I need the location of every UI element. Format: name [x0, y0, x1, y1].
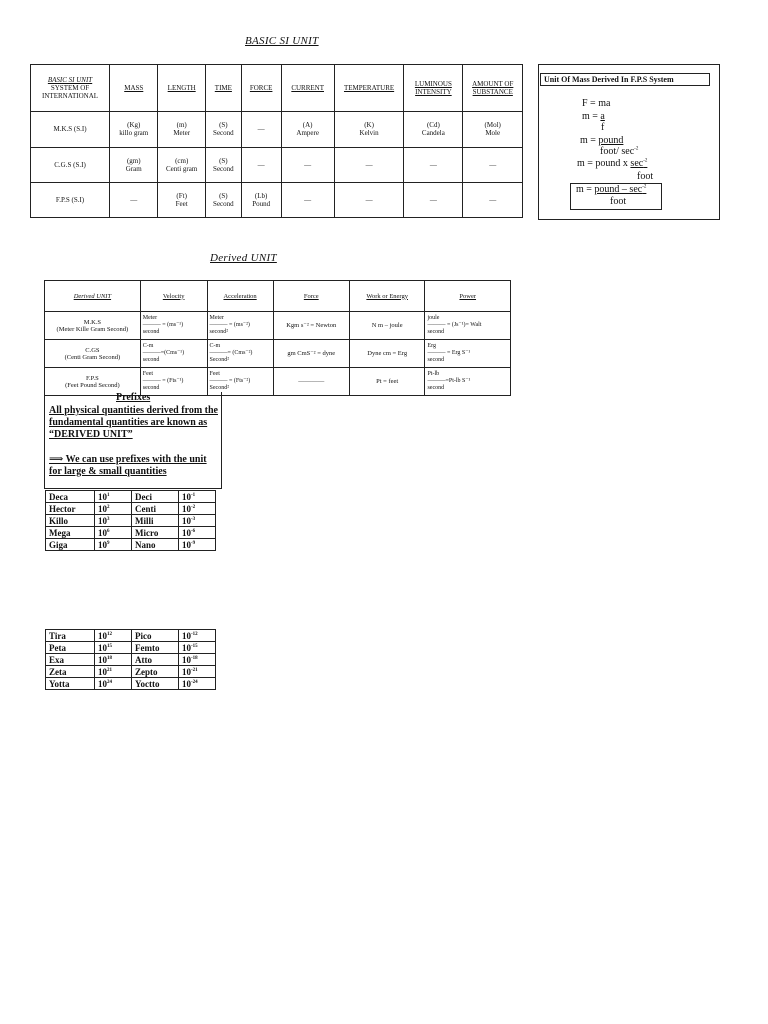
cell-unit-name: Second [213, 129, 234, 138]
prefix-name: Femto [132, 642, 179, 654]
cell-text: Feet [209, 371, 220, 377]
prefix-name: Mega [46, 527, 95, 539]
table-cell [158, 112, 205, 147]
basic-si-table [30, 64, 523, 218]
prefix-name: Centi [132, 503, 179, 515]
cell-text: second [427, 357, 445, 363]
table-cell [404, 182, 463, 217]
table-cell [241, 112, 281, 147]
force-cell [273, 340, 349, 368]
prefix-name: Zepto [132, 666, 179, 678]
prefix-row [46, 515, 216, 527]
prefix-name: Deci [132, 491, 179, 503]
cell-symbol: (cm) [175, 156, 189, 165]
prefix-row [46, 654, 216, 666]
cell-symbol: (Mol) [484, 121, 501, 130]
table-cell [404, 112, 463, 147]
cell-text: Second² [209, 357, 230, 363]
cell-text: second [142, 385, 160, 391]
row-label: M.K.S (S.I) [31, 112, 110, 147]
prefix-power: $10^{12}$ [95, 630, 132, 642]
system-header-line3: INTERNATIONAL [42, 92, 99, 101]
cell-text: ——— = (ms⁻¹) [142, 322, 184, 328]
cell-symbol: — [304, 160, 312, 169]
cell-text: Meter [209, 315, 224, 321]
prefix-row [46, 503, 216, 515]
cell-text: (Meter Kille Gram Second) [56, 325, 129, 333]
cell-symbol: (gm) [126, 156, 141, 165]
prefix-row [46, 491, 216, 503]
table-cell [241, 182, 281, 217]
cell-symbol: — [365, 195, 373, 204]
cell-symbol: (m) [176, 121, 187, 130]
cell-text: joule [427, 315, 440, 321]
cell-symbol: — [489, 160, 497, 169]
cell-symbol: (Kg) [127, 121, 141, 130]
prefix-name: Giga [46, 539, 95, 551]
cell-symbol: — [489, 195, 497, 204]
cell-text: gm CmS⁻² = dyne [287, 350, 336, 357]
table-cell [110, 112, 158, 147]
cell-symbol: — [257, 125, 265, 134]
table-cell [334, 112, 403, 147]
cell-text: second [427, 385, 445, 391]
prefix-power: $10^2$ [95, 503, 132, 515]
power-cell [425, 312, 511, 340]
cell-text: (Feet Pound Second) [65, 381, 120, 389]
cell-symbol: (K) [364, 121, 374, 130]
mass-eq-4: m = pound x $\sec^{-2}$ [577, 158, 648, 169]
cell-text: N m – joule [371, 322, 403, 329]
prefix-table-2 [45, 629, 216, 690]
mass-eq-5-den: foot [610, 196, 627, 207]
cell-symbol: — [429, 195, 437, 204]
prefix-name: Zeta [46, 666, 95, 678]
cell-text: C-m [142, 343, 154, 349]
prefix-name: Hector [46, 503, 95, 515]
table-cell [463, 182, 523, 217]
prefix-name: Atto [132, 654, 179, 666]
system-header-cell [31, 65, 110, 112]
derived-header: Force [273, 281, 349, 312]
derived-header: Acceleration [207, 281, 273, 312]
cell-symbol: (S) [219, 191, 228, 200]
prefix-row [46, 666, 216, 678]
prefix-name: Nano [132, 539, 179, 551]
work-cell [349, 368, 425, 396]
prefix-power: $10^{-21}$ [179, 666, 216, 678]
cell-unit-name: Mole [485, 129, 501, 138]
table-cell [281, 182, 334, 217]
cell-unit-name: Meter [173, 129, 191, 138]
col-header: TEMPERATURE [334, 65, 403, 112]
cell-symbol: (S) [219, 121, 228, 130]
cell-text: M.K.S [83, 318, 102, 326]
cell-symbol: (Lb) [254, 191, 268, 200]
cell-symbol: — [257, 160, 265, 169]
system-header-line1: BASIC SI UNIT [47, 76, 93, 85]
velocity-cell [140, 312, 207, 340]
cell-symbol: (Cd) [426, 121, 440, 130]
cell-text: Pt = feet [376, 378, 399, 385]
cell-text: ———=(Cms⁻¹) [142, 350, 185, 356]
prefix-power: $10^{15}$ [95, 642, 132, 654]
acceleration-cell [207, 312, 273, 340]
mass-eq-5: m = pound – $\sec^{-2}$ [576, 184, 647, 195]
work-cell [349, 312, 425, 340]
prefix-power: $10^3$ [95, 515, 132, 527]
prefix-power: $10^{-3}$ [179, 515, 216, 527]
prefix-name: Peta [46, 642, 95, 654]
col-header: LUMINOUS INTENSITY [404, 65, 463, 112]
prefix-row [46, 630, 216, 642]
mass-eq-3-den: foot/ $\sec^{-2}$ [600, 146, 639, 157]
table-cell [334, 147, 403, 182]
prefix-power: $10^9$ [95, 539, 132, 551]
system-label [45, 340, 141, 368]
cell-text: Meter [142, 315, 158, 321]
cell-text: ———=Pt-lb S⁻¹ [427, 378, 471, 384]
col-header: AMOUNT OF SUBSTANCE [463, 65, 523, 112]
table-row [31, 147, 523, 182]
cell-text: Pt-lb [427, 371, 440, 377]
acceleration-cell [207, 340, 273, 368]
cell-symbol: (Ft) [176, 191, 187, 200]
power-cell [425, 340, 511, 368]
prefix-power: $10^{-1}$ [179, 491, 216, 503]
table-cell [241, 147, 281, 182]
derived-unit-table [44, 280, 511, 396]
cell-text: ——— = Erg S⁻¹ [427, 350, 471, 356]
prefix-power: $10^{-9}$ [179, 539, 216, 551]
col-header: TIME [205, 65, 241, 112]
prefix-name: Milli [132, 515, 179, 527]
table-cell [334, 182, 403, 217]
cell-text: F.P.S [85, 374, 99, 382]
derived-header: Work or Energy [349, 281, 425, 312]
mass-eq-1: F = ma [582, 98, 611, 109]
prefix-name: Deca [46, 491, 95, 503]
prefix-name: Micro [132, 527, 179, 539]
power-cell [425, 368, 511, 396]
table-cell [463, 112, 523, 147]
cell-text: Second² [209, 385, 230, 391]
cell-symbol: — [365, 160, 373, 169]
prefix-power: $10^{24}$ [95, 678, 132, 690]
prefix-power: $10^1$ [95, 491, 132, 503]
system-header-line2: SYSTEM OF [50, 84, 90, 93]
mass-eq-3: m = pound [580, 135, 624, 146]
cell-text: Erg [427, 343, 437, 349]
work-cell [349, 340, 425, 368]
table-cell [404, 147, 463, 182]
cell-text: (Centi Gram Second) [64, 353, 121, 361]
cell-text: ———= (Cms⁻²) [209, 350, 253, 356]
prefix-name: Yoctto [132, 678, 179, 690]
force-cell [273, 368, 349, 396]
prefix-name: Tira [46, 630, 95, 642]
mass-box-title: Unit Of Mass Derived In F.P.S System [540, 73, 710, 86]
col-header: CURRENT [281, 65, 334, 112]
row-label: F.P.S (S.I) [31, 182, 110, 217]
prefix-power: $10^{18}$ [95, 654, 132, 666]
derived-header: Power [425, 281, 511, 312]
prefix-power: $10^{21}$ [95, 666, 132, 678]
cell-unit-name: Second [213, 164, 234, 173]
prefix-name: Yotta [46, 678, 95, 690]
prefixes-paragraph-2: ⟹ We can use prefixes with the unit for large & small quantities [49, 454, 207, 477]
table-cell [110, 182, 158, 217]
row-label: C.G.S (S.I) [31, 147, 110, 182]
cell-text: second [142, 329, 160, 335]
basic-si-title: BASIC SI UNIT [245, 35, 319, 47]
table-cell [205, 182, 241, 217]
cell-unit-name: Kelvin [359, 129, 379, 138]
cell-unit-name: Gram [125, 164, 142, 173]
prefix-power: $10^{-24}$ [179, 678, 216, 690]
prefix-row [46, 527, 216, 539]
derived-header: Velocity [140, 281, 207, 312]
cell-unit-name: Pound [252, 199, 271, 208]
cell-unit-name: killo gram [119, 129, 149, 138]
table-row [31, 112, 523, 147]
table-row [45, 312, 511, 340]
table-cell [281, 112, 334, 147]
cell-unit-name: Feet [175, 199, 188, 208]
cell-unit-name: Candela [421, 129, 445, 138]
cell-symbol: — [429, 160, 437, 169]
table-row [31, 182, 523, 217]
cell-text: Dyne cm = Erg [367, 350, 408, 357]
prefix-table-1 [45, 490, 216, 551]
cell-text: ——— = (Js⁻¹)= Walt [427, 322, 482, 328]
table-cell [158, 147, 205, 182]
prefix-power: $10^{-12}$ [179, 630, 216, 642]
prefix-power: $10^{-2}$ [179, 503, 216, 515]
col-header: FORCE [241, 65, 281, 112]
prefix-row [46, 539, 216, 551]
prefix-power: $10^6$ [95, 527, 132, 539]
cell-text: Feet [142, 371, 154, 377]
cell-text: ——— = (ms⁻²) [209, 322, 250, 328]
prefix-row [46, 678, 216, 690]
table-cell [281, 147, 334, 182]
table-cell [158, 182, 205, 217]
cell-symbol: — [304, 195, 312, 204]
cell-text: ——— = (Fts⁻²) [209, 378, 251, 384]
cell-text: second [427, 329, 445, 335]
cell-symbol: — [130, 195, 138, 204]
cell-unit-name: Ampere [296, 129, 319, 138]
cell-text: Kgm s⁻² = Newton [286, 322, 337, 329]
col-header: MASS [110, 65, 158, 112]
derived-unit-title: Derived UNIT [210, 252, 277, 264]
table-cell [205, 112, 241, 147]
prefix-name: Exa [46, 654, 95, 666]
force-cell [273, 312, 349, 340]
table-cell [110, 147, 158, 182]
cell-symbol: (A) [302, 121, 313, 130]
table-cell [463, 147, 523, 182]
cell-text: C-m [209, 343, 221, 349]
prefix-power: $10^{-6}$ [179, 527, 216, 539]
cell-text: C.GS [85, 346, 100, 354]
cell-symbol: (S) [219, 156, 228, 165]
system-label [45, 312, 141, 340]
cell-unit-name: Second [213, 199, 234, 208]
cell-text: ———— [298, 378, 325, 385]
prefix-power: $10^{-18}$ [179, 654, 216, 666]
prefixes-paragraph-1: All physical quantities derived from the fundamental quantities are known as “DERIVED UNIT” [49, 405, 218, 440]
prefix-name: Killo [46, 515, 95, 527]
derived-header: Derived UNIT [45, 281, 141, 312]
table-row [45, 340, 511, 368]
cell-text: ——— = (Fts⁻¹) [142, 378, 184, 384]
mass-eq-4-den: foot [637, 171, 654, 182]
prefix-name: Pico [132, 630, 179, 642]
col-header: LENGTH [158, 65, 205, 112]
cell-text: second [142, 357, 160, 363]
prefix-power: $10^{-15}$ [179, 642, 216, 654]
cell-unit-name: Centi gram [166, 164, 198, 173]
table-cell [205, 147, 241, 182]
velocity-cell [140, 340, 207, 368]
mass-eq-2: m = a [582, 111, 605, 122]
prefix-row [46, 642, 216, 654]
cell-text: second² [209, 329, 229, 335]
prefixes-title: Prefixes [116, 392, 151, 403]
mass-eq-2-den: f [601, 122, 605, 133]
